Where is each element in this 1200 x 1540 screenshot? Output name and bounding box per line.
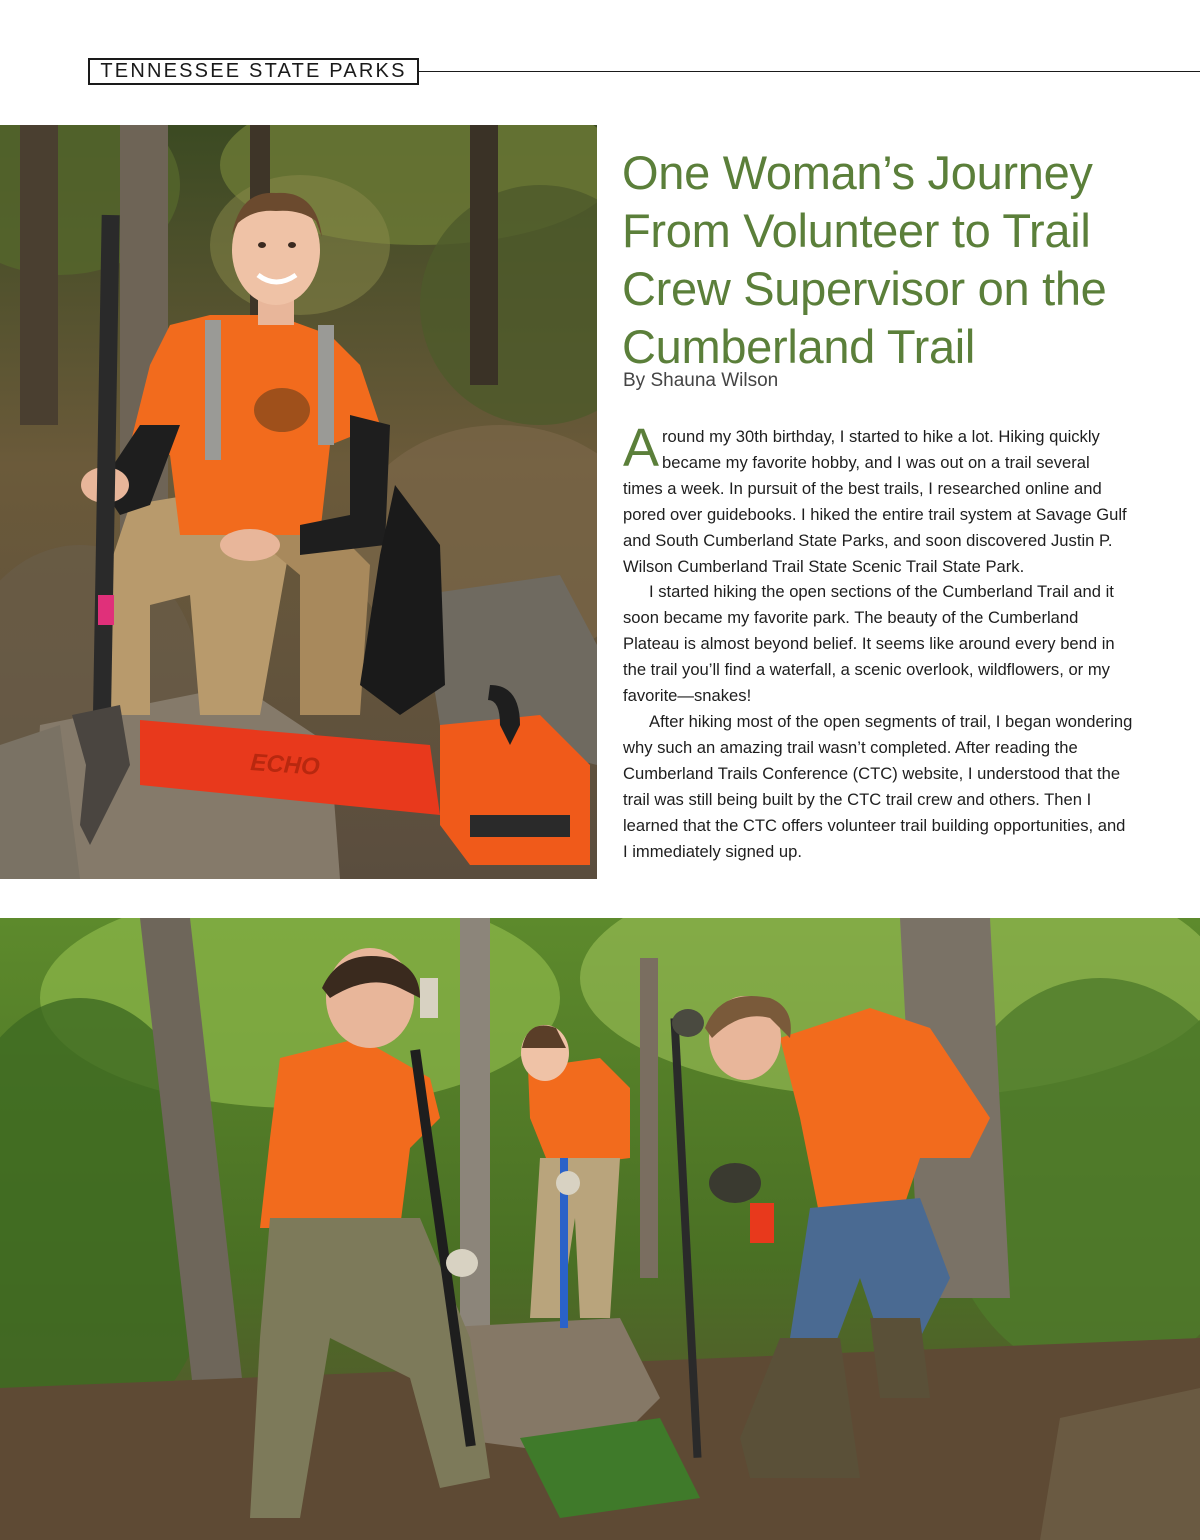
article-title: One Woman’s Journey From Volunteer to Trail Crew Supervisor on the Cumberland Trail bbox=[622, 146, 1107, 373]
article-body bbox=[623, 418, 1133, 864]
article-byline: By Shauna Wilson bbox=[623, 370, 779, 391]
paragraph-1-text: round my 30th birthday, I started to hike a lot. Hiking quickly became my favorite hobby, and I was out on a trail several times a week. In pursuit of the best trails, I researched online and pored over guidebooks. I hiked the entire trail system at Savage Gulf and South Cumberland State Parks, and soon discovered Justin P. Wilson Cumberland Trail State Scenic Trail State Park. bbox=[623, 427, 1127, 576]
chainsaw-brand-label: ECHO bbox=[249, 749, 321, 781]
section-label: TENNESSEE STATE PARKS bbox=[88, 58, 419, 85]
paragraph-1 bbox=[623, 418, 1133, 579]
photo-volunteer-seated bbox=[0, 125, 597, 879]
drop-cap: A bbox=[623, 418, 660, 478]
paragraph-2: I started hiking the open sections of the Cumberland Trail and it soon became my favorite park. The beauty of the Cumberland Plateau is almost beyond belief. It seems like around every bend in the trail you’ll find a waterfall, a scenic overlook, wildflowers, or my favorite—snakes! bbox=[623, 582, 1115, 706]
paragraph-3: After hiking most of the open segments of trail, I began wondering why such an amazing trail wasn’t completed. After reading the Cumberland Trails Conference (CTC) website, I understood that the trail was still being built by the CTC trail crew and others. Then I learned that the CTC offers volunteer trail building opportunities, and I immediately signed up. bbox=[623, 711, 1133, 861]
photo-trail-crew bbox=[0, 918, 1200, 1540]
